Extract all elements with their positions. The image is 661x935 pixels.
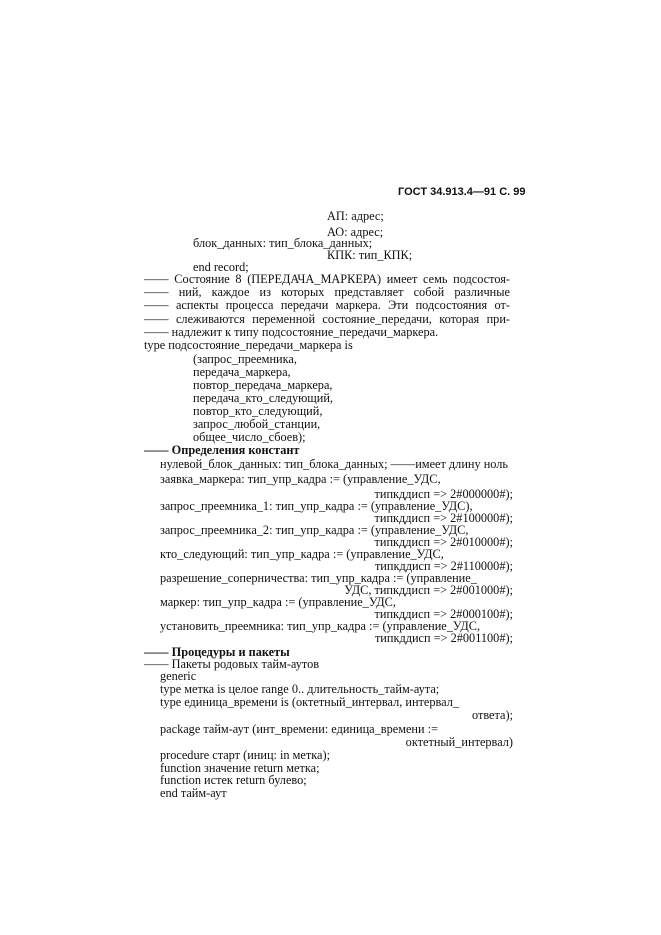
text-line: procedure старт (иниц: in метка); — [160, 748, 331, 762]
text-line: установить_преемника: тип_упр_кадра := (управление_УДС, — [160, 619, 481, 633]
text-line: типкддисп => 2#010000#); — [374, 535, 513, 549]
text-line: октетный_интервал) — [405, 735, 513, 749]
text-line: передача_маркера, — [193, 365, 291, 379]
text-line: блок_данных: тип_блока_данных; — [193, 236, 373, 250]
section-heading: —— Процедуры и пакеты — [144, 645, 290, 659]
text-line: УДС, типкддисп => 2#001000#); — [344, 583, 513, 597]
text-line: типкддисп => 2#100000#); — [374, 511, 513, 525]
comment-line: —— надлежит к типу подсостояние_передачи_маркера. — [144, 325, 439, 339]
text-line: типкддисп => 2#110000#); — [374, 559, 513, 573]
text-line: generic — [160, 669, 197, 683]
text-line: запрос_преемника_2: тип_упр_кадра := (управление_УДС, — [160, 523, 469, 537]
page-header: ГОСТ 34.913.4—91 С. 99 — [398, 186, 526, 198]
text-line: маркер: тип_упр_кадра := (управление_УДС, — [160, 595, 396, 609]
section-heading: —— Определения констант — [144, 443, 300, 457]
text-line: ответа); — [471, 708, 513, 722]
text-line: повтор_кто_следующий, — [193, 404, 323, 418]
text-line: АП: адрес; — [327, 209, 384, 223]
text-line: кто_следующий: тип_упр_кадра := (управление_УДС, — [160, 547, 444, 561]
text-line: запрос_любой_станции, — [193, 417, 321, 431]
text-line: общее_число_сбоев); — [193, 430, 306, 444]
text-line: function значение return метка; — [160, 761, 320, 775]
text-line: АО: адрес; — [327, 225, 384, 239]
comment-line: —— ний, каждое из которых представляет собой различные — [144, 285, 510, 299]
text-line: передача_кто_следующий, — [193, 391, 334, 405]
text-line: function истек return булево; — [160, 773, 307, 787]
text-line: package тайм-аут (инт_времени: единица_времени := — [160, 722, 439, 736]
comment-line: —— аспекты процесса передачи маркера. Эти подсостояния от- — [144, 298, 510, 312]
text-line: type подсостояние_передачи_маркера is — [144, 338, 353, 352]
text-line: типкддисп => 2#001100#); — [374, 631, 513, 645]
text-line: end record; — [193, 260, 249, 274]
text-line: type единица_времени is (октетный_интервал, интервал_ — [160, 695, 459, 709]
text-line: нулевой_блок_данных: тип_блока_данных; ——имеет длину ноль — [160, 457, 509, 471]
text-line: разрешение_соперничества: тип_упр_кадра := (управление_ — [160, 571, 477, 585]
text-line: (запрос_преемника, — [193, 352, 297, 366]
comment-line: —— Состояние 8 (ПЕРЕДАЧА_МАРКЕРА) имеет семь подсостоя- — [144, 272, 510, 286]
comment-line: —— Пакеты родовых тайм-аутов — [144, 657, 320, 671]
comment-line: —— слеживаются переменной состояние_передачи, которая при- — [144, 312, 510, 326]
text-line: end тайм-аут — [160, 786, 227, 800]
text-line: типкддисп => 2#000100#); — [374, 607, 513, 621]
text-line: заявка_маркера: тип_упр_кадра := (управление_УДС, — [160, 472, 441, 486]
text-line: запрос_преемника_1: тип_упр_кадра := (управление_УДС), — [160, 499, 473, 513]
text-line: КПК: тип_КПК; — [327, 248, 413, 262]
text-line: type метка is целое range 0.. длительность_тайм-аута; — [160, 682, 440, 696]
text-line: повтор_передача_маркера, — [193, 378, 333, 392]
text-line: типкддисп => 2#000000#); — [374, 487, 513, 501]
